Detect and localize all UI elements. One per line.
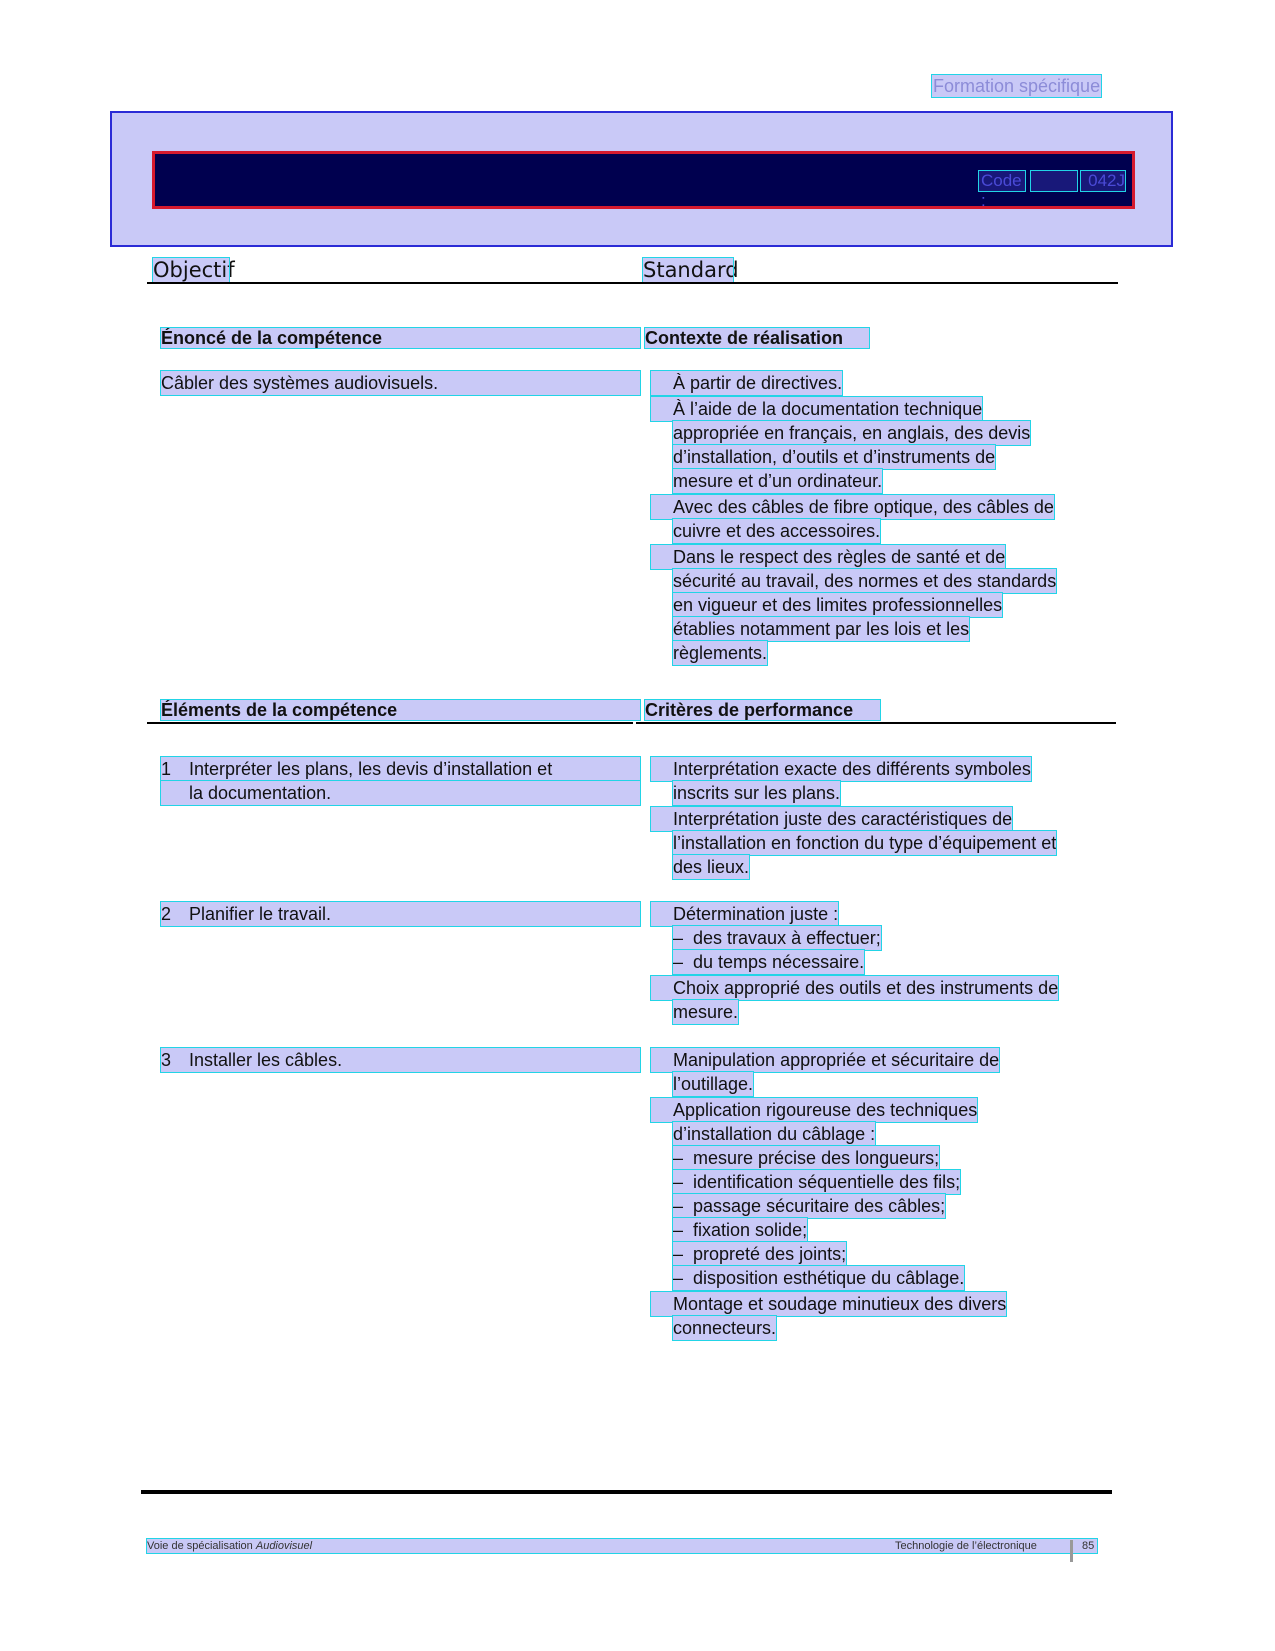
objectif-heading: Objectif bbox=[153, 258, 235, 282]
criterion-line: l’installation en fonction du type d’équipement et bbox=[673, 833, 1057, 853]
context-item-line: appropriée en français, en anglais, des devis bbox=[673, 423, 1031, 443]
criterion-line: Interprétation juste des caractéristiques de bbox=[651, 807, 1012, 831]
criterion-line: connecteurs. bbox=[673, 1318, 777, 1338]
code-value: 042J bbox=[1081, 171, 1125, 191]
page-marker bbox=[1070, 1540, 1073, 1562]
footer-bar bbox=[147, 1539, 1097, 1553]
criterion-line: Interprétation exacte des différents symboles bbox=[651, 757, 1031, 781]
title-banner bbox=[110, 111, 1173, 247]
context-item-line: Avec des câbles de fibre optique, des câbles de bbox=[651, 495, 1054, 519]
element-row bbox=[161, 757, 640, 781]
heading-rule bbox=[147, 282, 1118, 284]
sub-item-text: du temps nécessaire. bbox=[693, 952, 865, 972]
dash-icon: – bbox=[673, 952, 684, 972]
element-text: Planifier le travail. bbox=[189, 904, 332, 924]
context-item-line: établies notamment par les lois et les bbox=[673, 619, 970, 639]
element-row bbox=[161, 1048, 640, 1072]
context-item-line: règlements. bbox=[673, 643, 768, 663]
criterion-line: Manipulation appropriée et sécuritaire de bbox=[651, 1048, 999, 1072]
criterion-line: Montage et soudage minutieux des divers bbox=[651, 1292, 1006, 1316]
criterion-line: Application rigoureuse des techniques bbox=[651, 1098, 977, 1122]
sub-item-text: mesure précise des longueurs; bbox=[693, 1148, 940, 1168]
element-text: Interpréter les plans, les devis d’installation et bbox=[189, 759, 553, 779]
sub-item-text: passage sécuritaire des câbles; bbox=[693, 1196, 946, 1216]
sub-item-text: propreté des joints; bbox=[693, 1244, 847, 1264]
sub-item bbox=[673, 1218, 807, 1242]
sub-item bbox=[673, 926, 881, 950]
dash-icon: – bbox=[673, 1148, 684, 1168]
criterion-line: inscrits sur les plans. bbox=[673, 783, 841, 803]
element-number: 1 bbox=[161, 759, 172, 779]
context-item-line: sécurité au travail, des normes et des standards bbox=[673, 571, 1057, 591]
dash-icon: – bbox=[673, 928, 684, 948]
element-text-cont: la documentation. bbox=[161, 781, 640, 805]
context-item-line: À partir de directives. bbox=[651, 371, 842, 395]
standard-heading: Standard bbox=[643, 258, 739, 282]
element-text: Installer les câbles. bbox=[189, 1050, 343, 1070]
context-item-line: cuivre et des accessoires. bbox=[673, 521, 881, 541]
context-item-line: Dans le respect des règles de santé et de bbox=[651, 545, 1005, 569]
sub-item bbox=[673, 1194, 945, 1218]
criterion-line: l’outillage. bbox=[673, 1074, 754, 1094]
dash-icon: – bbox=[673, 1268, 684, 1288]
code-label: Code : bbox=[979, 171, 1025, 191]
sub-item bbox=[673, 1266, 964, 1290]
context-item-line: mesure et d’un ordinateur. bbox=[673, 471, 883, 491]
code-separator bbox=[1031, 171, 1077, 191]
footer-rule bbox=[141, 1490, 1112, 1494]
criterion-line: mesure. bbox=[673, 1002, 739, 1022]
dash-icon: – bbox=[673, 1244, 684, 1264]
competence-statement-title: Énoncé de la compétence bbox=[161, 328, 640, 348]
context-title: Contexte de réalisation bbox=[645, 328, 869, 348]
dash-icon: – bbox=[673, 1220, 684, 1240]
sub-item-text: fixation solide; bbox=[693, 1220, 808, 1240]
dash-icon: – bbox=[673, 1196, 684, 1216]
criteria-title: Critères de performance bbox=[645, 700, 880, 720]
sub-item bbox=[673, 1146, 939, 1170]
element-number: 3 bbox=[161, 1050, 172, 1070]
page-number: 85 bbox=[1082, 1540, 1095, 1552]
context-item-line: d’installation, d’outils et d’instruments de bbox=[673, 447, 996, 467]
sub-item bbox=[673, 950, 864, 974]
document-section-label: Formation spécifique bbox=[933, 76, 1101, 96]
criterion-line: des lieux. bbox=[673, 857, 750, 877]
sub-item bbox=[673, 1170, 960, 1194]
criterion-line: Choix approprié des outils et des instruments de bbox=[651, 976, 1058, 1000]
code-bar bbox=[152, 151, 1135, 209]
criterion-line: d’installation du câblage : bbox=[673, 1124, 876, 1144]
elements-rule-right bbox=[636, 722, 1116, 724]
sub-item-text: identification séquentielle des fils; bbox=[693, 1172, 961, 1192]
elements-rule-left bbox=[147, 722, 633, 724]
criterion-line: Détermination juste : bbox=[651, 902, 838, 926]
sub-item-text: des travaux à effectuer; bbox=[693, 928, 881, 948]
elements-title: Éléments de la compétence bbox=[161, 700, 640, 720]
element-number: 2 bbox=[161, 904, 172, 924]
footer-left: Voie de spécialisation Audiovisuel bbox=[147, 1540, 313, 1552]
competence-statement: Câbler des systèmes audiovisuels. bbox=[161, 371, 640, 395]
context-item-line: À l’aide de la documentation technique bbox=[651, 397, 982, 421]
sub-item-text: disposition esthétique du câblage. bbox=[693, 1268, 965, 1288]
footer-right: Technologie de l’électronique bbox=[895, 1540, 1037, 1552]
sub-item bbox=[673, 1242, 846, 1266]
element-row bbox=[161, 902, 640, 926]
context-item-line: en vigueur et des limites professionnelles bbox=[673, 595, 1003, 615]
dash-icon: – bbox=[673, 1172, 684, 1192]
